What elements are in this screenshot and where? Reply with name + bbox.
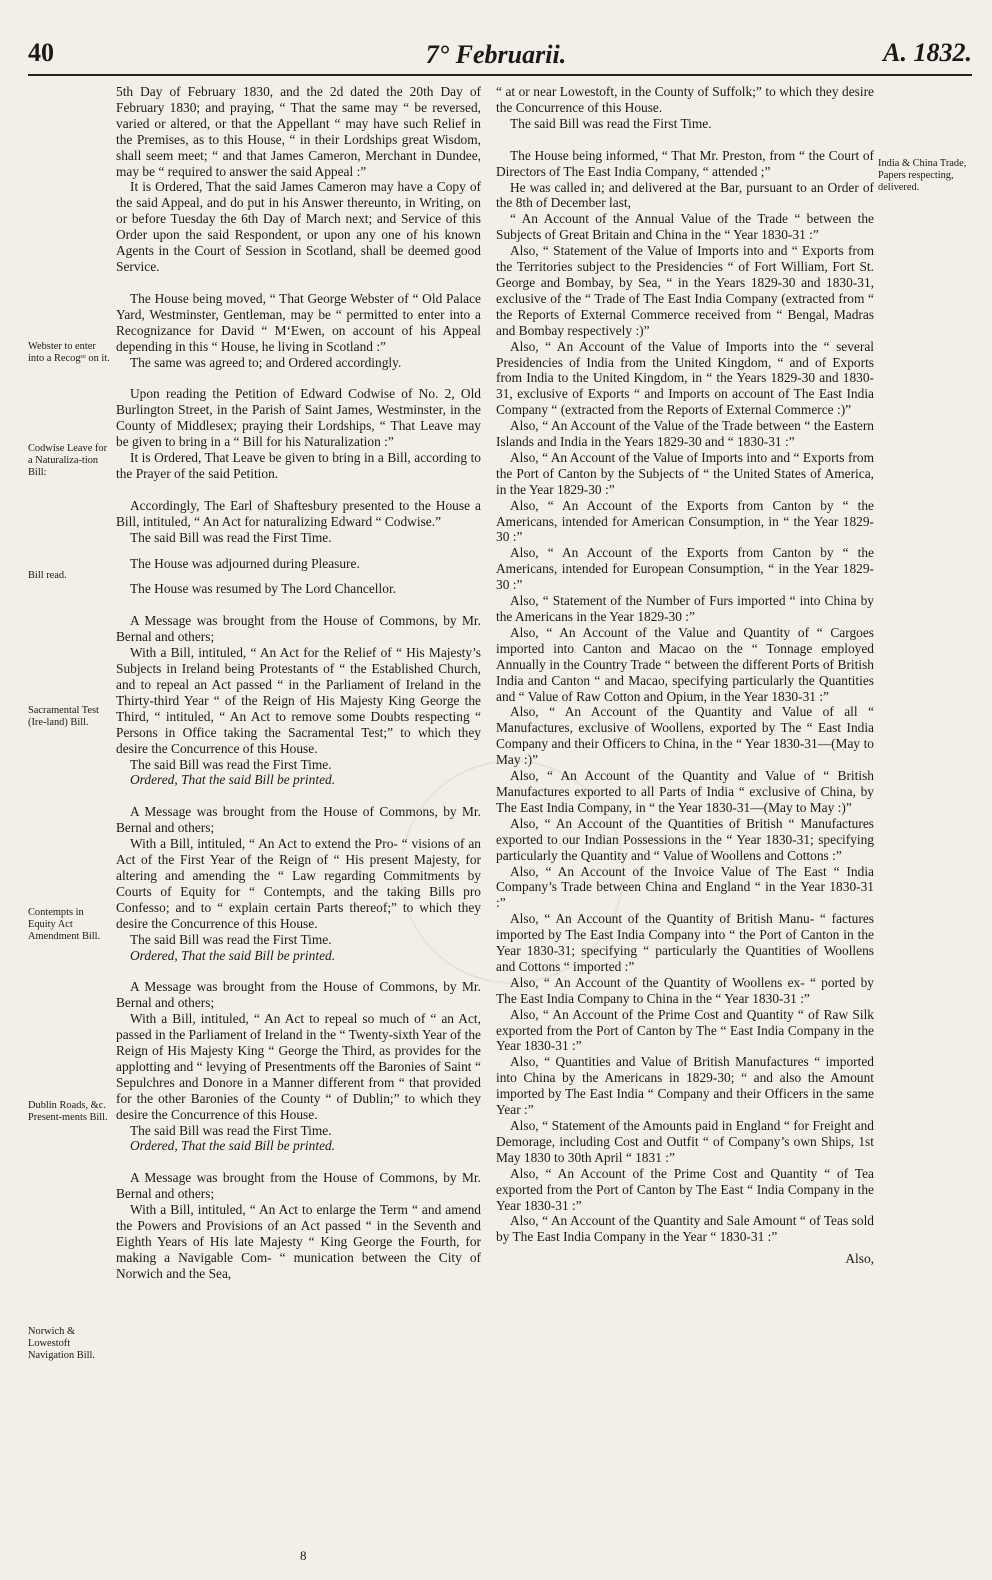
left-column	[116, 84, 481, 1282]
signature-mark: 8	[300, 1548, 307, 1563]
right-column	[496, 84, 874, 1267]
margin-note-dublin: Dublin Roads, &c. Present-ments Bill.	[28, 1100, 108, 1123]
paragraph: Also, “ An Account of the Quantity of British Manu- “ factures imported by The East India Company into “ the Port of Canton in the Year 1830-31; specifying “ particularly the Quantities of Woollens and Cottons “ imported :”	[496, 911, 874, 974]
paragraph: 5th Day of February 1830, and the 2d dated the 20th Day of February 1830; and praying, “ That the same may “ be reversed, varied or altered, or that the Appellant “ may have such Relief in the Premises, as to this House, “ in their Lordships great Wisdom, shall seem meet; “ and that James Cameron, Merchant in Dundee, may be “ required to answer the said Appeal :”	[116, 84, 481, 179]
paragraph: Also, “ An Account of the Value of Imports into the “ several Presidencies of India from the United Kingdom, “ and of Exports from India to the United Kingdom, in “ the Years 1829-30 and 1830-31, exclusive of Exports “ and Imports on account of The East India Company “ (extracted from the Reports of External Commerce :)”	[496, 338, 874, 418]
page-number: 40	[28, 38, 54, 67]
margin-note-webster: Webster to enter into a Recogᶜᵉ on it.	[28, 341, 110, 364]
paragraph: Also, “ An Account of the Value of Imports into and “ Exports from the Port of Canton by the Subjects of “ the United States of America, in the Year 1829-30 :”	[496, 449, 874, 497]
paragraph: Also, “ An Account of the Prime Cost and Quantity “ of Raw Silk exported from the Port of Canton by The “ East India Company in the Year 1830-31 :”	[496, 1006, 874, 1054]
date-heading: 7° Februarii.	[425, 40, 567, 69]
paragraph: Ordered, That the said Bill be printed.	[130, 1138, 336, 1154]
paragraph: Also, “ An Account of the Invoice Value of The East “ India Company’s Trade between China and England “ in the Year 1830-31 :”	[496, 863, 874, 911]
paragraph: With a Bill, intituled, “ An Act to extend the Pro- “ visions of an Act of the First Year of the Reign of “ His present Majesty, for altering and amending the “ Law regarding Commitments by Courts of Equity for “ Contempts, and the taking Bills pro Confesso; and to “ explain certain Parts thereof;” to which they desire the Concurrence of this House.	[116, 836, 481, 931]
paragraph: Also, “ An Account of the Value of the Trade between “ the Eastern Islands and India in the Years 1829-30 and “ 1830-31 :”	[496, 418, 874, 450]
paragraph: A Message was brought from the House of Commons, by Mr. Bernal and others;	[116, 979, 481, 1011]
paragraph: The said Bill was read the First Time.	[130, 529, 332, 545]
paragraph: Also, “ An Account of the Quantities of British “ Manufactures exported to our Indian Possessions in the “ Year 1830-31; specifying particularly the Quantity and “ Value of Woollens and Cottons :”	[496, 815, 874, 863]
paragraph: Also, “ An Account of the Quantity and Value of all “ Manufactures, exclusive of Woollens, exported by The “ East India Company and their Officers to China, in the “ Year 1830-31—(May to May :)”	[496, 704, 874, 768]
paragraph: With a Bill, intituled, “ An Act to enlarge the Term “ and amend the Powers and Provisions of an Act passed “ in the Seventh and Eighth Years of His late Majesty “ King George the Fourth, for making a Navigable Com- “ munication between the City of Norwich and the Sea,	[116, 1202, 481, 1281]
paragraph: It is Ordered, That Leave be given to bring in a Bill, according to the Prayer of the said Petition.	[116, 450, 481, 481]
paragraph: Also, “ An Account of the Exports from Canton by “ the Americans, intended for American Consumption, in “ the Year 1829-30 :”	[496, 497, 874, 545]
paragraph: Also, “ An Account of the Quantity and Value of “ British Manufactures exported to all Parts of India “ exclusive of China, by The East India Company, in “ the Year 1830-31—(May to May :)”	[496, 768, 874, 815]
year-heading: A. 1832.	[883, 38, 972, 67]
paragraph: The said Bill was read the First Time.	[130, 1122, 332, 1138]
paragraph: “ at or near Lowestoft, in the County of Suffolk;” to which they desire the Concurrence of this House.	[496, 84, 874, 115]
paragraph: The same was agreed to; and Ordered accordingly.	[130, 354, 402, 370]
paragraph: “ An Account of the Annual Value of the Trade “ between the Subjects of Great Britain and China in the “ Year 1830-31 :”	[496, 211, 874, 243]
paragraph: With a Bill, intituled, “ An Act for the Relief of “ His Majesty’s Subjects in Ireland being Protestants of “ the Established Church, and to repeal an Act passed “ in the Parliament of Ireland in the Thirty-third Year “ of the Reign of His Majesty King George the Third, “ intituled, “ An Act to remove some Doubts respecting “ Persons in Office taking the Sacramental Test;” to which they desire the Concurrence of this House.	[116, 645, 481, 756]
margin-note-codwise: Codwise Leave for a Naturaliza-tion Bill:	[28, 443, 108, 478]
paragraph: Also, “ Quantities and Value of British Manufactures “ imported into China by the Americans in 1829-30; “ and also the Amount imported by The East India “ Company and their Officers in the same Year :”	[496, 1054, 874, 1118]
paragraph: The House being moved, “ That George Webster of “ Old Palace Yard, Westminster, Gentleman, may be “ permitted to enter into a Recognizance for David “ M‘Ewen, on account of his Appeal depending in this “ House, he living in Scotland :”	[116, 290, 481, 354]
paragraph: The said Bill was read the First Time.	[130, 756, 332, 772]
paragraph: Ordered, That the said Bill be printed.	[130, 772, 336, 788]
paragraph: A Message was brought from the House of Commons, by Mr. Bernal and others;	[116, 804, 481, 836]
paragraph: Also, “ Statement of the Amounts paid in England “ for Freight and Demorage, including Cost and Outfit “ of Company’s own Ships, 1st May 1830 to 30th April “ 1831 :”	[496, 1118, 874, 1165]
paragraph: The House was resumed by The Lord Chancellor.	[130, 581, 397, 597]
paragraph: Upon reading the Petition of Edward Codwise of No. 2, Old Burlington Street, in the Parish of Saint James, Westminster, in the County of Middlesex; praying their Lordships, “ That Leave may be given to bring in a “ Bill for his Naturalization :”	[116, 386, 481, 450]
paragraph: Also, “ An Account of the Quantity of Woollens ex- “ ported by The East India Company to China in the “ Year 1830-31 :”	[496, 974, 874, 1006]
paragraph: The said Bill was read the First Time.	[510, 115, 712, 131]
paragraph: The House being informed, “ That Mr. Preston, from “ the Court of Directors of The East India Company, “ attended ;”	[496, 147, 874, 179]
header-rule	[28, 74, 972, 76]
margin-note-india: India & China Trade, Papers respecting, delivered.	[878, 158, 967, 193]
paragraph: Also, “ An Account of the Value and Quantity of “ Cargoes imported into Canton and Macao on the “ Tonnage employed Annually in the Country Trade “ between the different Ports of British India and Canton “ and Macao, specifying particularly the Quantities and “ Value of Raw Cotton and Opium, in the Year 1830-31 :”	[496, 624, 874, 704]
paragraph: The said Bill was read the First Time.	[130, 931, 332, 947]
paragraph: Also, “ Statement of the Value of Imports into and “ Exports from the Territories subject to the Presidencies “ of Fort William, Fort St. George and Bombay, by Sea, “ in the Years 1829-30 and 1830-31, exclusive of the “ Trade of The East India Company (extracted from “ the Reports of External Commerce received from “ Bengal, Madras and Bombay respectively :)”	[496, 243, 874, 338]
paragraph: Also, “ An Account of the Prime Cost and Quantity “ of Tea exported from the Port of Canton by The East “ India Company in the Year 1830-31 :”	[496, 1165, 874, 1213]
paragraph: A Message was brought from the House of Commons, by Mr. Bernal and others;	[116, 1170, 481, 1202]
margin-note-contempts: Contempts in Equity Act Amendment Bill.	[28, 907, 101, 942]
paragraph: The House was adjourned during Pleasure.	[130, 555, 360, 571]
catchword: Also,	[845, 1251, 874, 1267]
paragraph: It is Ordered, That the said James Cameron may have a Copy of the said Appeal, and do put in his Answer thereunto, in Writing, on or before Tuesday the 6th Day of March next; and Service of this Order upon the said Respondent, or upon any one of his known Agents in the Court of Session in Scotland, shall be deemed good Service.	[116, 179, 481, 274]
paragraph: Ordered, That the said Bill be printed.	[130, 947, 336, 963]
paragraph: He was called in; and delivered at the Bar, pursuant to an Order of the 8th of December last,	[496, 179, 874, 211]
margin-note-norwich: Norwich & Lowestoft Navigation Bill.	[28, 1326, 95, 1361]
paragraph: Also, “ Statement of the Number of Furs imported “ into China by the Americans in the Year 1829-30 :”	[496, 593, 874, 624]
paragraph: A Message was brought from the House of Commons, by Mr. Bernal and others;	[116, 613, 481, 645]
margin-note-sacramental: Sacramental Test (Ire-land) Bill.	[28, 705, 99, 728]
paragraph: Also, “ An Account of the Quantity and Sale Amount “ of Teas sold by The East India Company in the Year “ 1830-31 :”	[496, 1213, 874, 1245]
margin-note-bill-read: Bill read.	[28, 570, 67, 581]
paragraph: Also, “ An Account of the Exports from Canton by “ the Americans, intended for European Consumption, “ in the Year 1829-30 :”	[496, 545, 874, 593]
paragraph: Accordingly, The Earl of Shaftesbury presented to the House a Bill, intituled, “ An Act for naturalizing Edward “ Codwise.”	[116, 497, 481, 529]
paragraph: With a Bill, intituled, “ An Act to repeal so much of “ an Act, passed in the Parliament of Ireland in the “ Twenty-sixth Year of the Reign of His Majesty King “ George the Third, as provides for the applotting and “ levying of Presentments off the Baronies of Saint “ Sepulchres and Donore in a Manner different from “ that provided for the other Baronies of the County “ of Dublin;” to which they desire the Concurrence of this House.	[116, 1011, 481, 1122]
